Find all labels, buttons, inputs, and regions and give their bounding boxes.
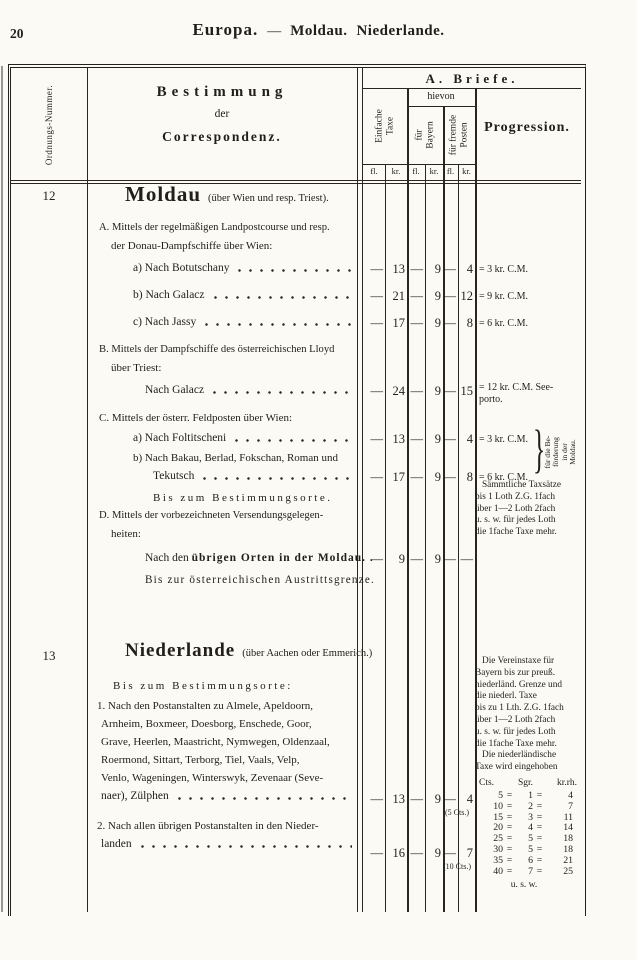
kr-unit-label: kr. <box>462 166 471 176</box>
progression-value: = 3 kr. C.M. <box>479 264 528 275</box>
running-head <box>0 20 637 40</box>
niederlande-subtitle: Bis zum Bestimmungsorte: <box>113 680 293 692</box>
dest-row-galacz-triest: Nach Galacz <box>145 384 355 396</box>
column-divider <box>362 68 363 912</box>
tariff-values-galacz-triest: — 24 — 9 — 15 <box>370 384 473 398</box>
header-rule <box>363 164 475 165</box>
fuer-bayern-header: für Bayern <box>414 121 435 149</box>
moldau-b-heading: B. Mittels der Dampfschiffe des österreichischen Lloyd <box>99 344 335 355</box>
conversion-table: 5 = 1 = 4 10 = 2 = 7 15 = 3 = 11 20 = 4 = 14 25 = 5 = 18 30 = 5 = 18 35 = 6 = 21 40 = 7 = 25 <box>493 790 573 877</box>
postanstalten-line: Grave, Heerlen, Maastricht, Nymwegen, Oldenzaal, <box>101 736 330 748</box>
kr-unit-label: kr. <box>391 166 401 176</box>
header-bottom-rule <box>11 180 581 181</box>
progression-value: = 3 kr. C.M. <box>479 434 528 445</box>
tariff-table <box>8 64 586 916</box>
conversion-table-footer: u. s. w. <box>510 880 538 890</box>
column-divider <box>407 88 409 912</box>
column-divider <box>87 68 88 912</box>
dest-row-uebrige-orte: Nach den übrigen Orten in der Moldau. . <box>145 552 374 564</box>
brace-glyph: } <box>533 421 546 479</box>
postanstalten-line: 1. Nach den Postanstalten zu Almele, Apeldoorn, <box>97 700 313 712</box>
niederlande-title: Niederlande <box>125 640 236 661</box>
progression-value: = 6 kr. C.M. <box>479 318 528 329</box>
dest-row-bakau-line1: b) Nach Bakau, Berlad, Fokschan, Roman und <box>133 452 338 464</box>
postanstalten-line: Roermond, Sittart, Terborg, Tiel, Vaals, Velp, <box>101 754 300 766</box>
tariff-values-foltitscheni: — 13 — 9 — 4 = 3 kr. C.M. <box>11 432 581 448</box>
tariff-values-botutschany: — 13 — 9 — 4 = 3 kr. C.M. <box>11 262 581 278</box>
dest-row-foltitscheni: a) Nach Foltitscheni <box>133 432 355 444</box>
conversion-table-header: Cts. Sgr. kr.rh. <box>479 778 577 788</box>
tariff-values-uebrige-orte: — 9 — 9 — — <box>370 552 473 566</box>
einfache-taxe-header: Einfache Taxe <box>374 109 395 143</box>
fl-unit-label: fl. <box>370 166 378 176</box>
postanstalten-last-line: naer), Zülphen <box>101 790 355 802</box>
progression-note-seeporto: = 12 kr. C.M. See- porto. <box>479 382 554 405</box>
running-head-moldau: Moldau. <box>290 23 348 39</box>
tariff-values-jassy: — 17 — 9 — 8 = 6 kr. C.M. <box>11 316 581 332</box>
moldau-b-heading-cont: über Triest: <box>111 362 162 374</box>
postanstalten-line: Arnheim, Boxmeer, Doesborg, Enschede, Goor, <box>101 718 312 730</box>
bestimmung-header: Bestimmung der Correspondenz. <box>156 84 288 144</box>
moldau-a-heading: A. Mittels der regelmäßigen Landpostcourse und resp. <box>99 222 330 233</box>
scan-edge-artifact <box>1 66 3 912</box>
dest-row-jassy: c) Nach Jassy <box>133 316 355 328</box>
moldau-title-note: (über Wien und resp. Triest). <box>208 193 329 204</box>
niederlande-row2-line2: landen <box>101 838 355 850</box>
moldau-d-footer: Bis zur österreichischen Austrittsgrenze. <box>145 574 376 586</box>
cts-subnote: (5 Cts.) <box>445 808 469 817</box>
progression-header: Progression. <box>484 120 570 135</box>
running-head-dash: — <box>267 24 282 39</box>
tariff-values-niederlande-1: — 13 — 9 — 4 <box>370 792 473 806</box>
fl-unit-label: fl. <box>412 166 420 176</box>
tariff-values-bakau: — 17 — 9 — 8 = 6 kr. C.M. <box>11 470 581 486</box>
progression-value: = 6 kr. C.M. <box>479 472 528 483</box>
postanstalten-line: Venlo, Wageningen, Winterswyk, Zevenaar (Seve- <box>101 772 324 784</box>
ordnungs-nummer-12: 12 <box>42 188 56 203</box>
kr-unit-label: kr. <box>429 166 439 176</box>
header-rule <box>363 88 581 89</box>
tariff-values-niederlande-2: — 16 — 9 — 7 <box>370 846 473 860</box>
moldau-c-heading: C. Mittels der österr. Feldposten über Wien: <box>99 412 293 424</box>
running-head-continent: Europa. <box>192 20 259 39</box>
ordnungs-nummer-header: Ordnungs-Nummer. <box>43 84 54 166</box>
fuer-fremde-posten-header: für fremde Posten <box>448 114 469 156</box>
progression-value: = 9 kr. C.M. <box>479 291 528 302</box>
moldau-title: Moldau <box>125 182 202 206</box>
ordnungs-nummer-13: 13 <box>42 648 56 663</box>
moldau-section-title <box>125 182 329 207</box>
header-rule <box>407 106 475 107</box>
tariff-values-galacz: — 21 — 9 — 12 = 9 kr. C.M. <box>11 289 581 305</box>
niederlande-row2-line1: 2. Nach allen übrigen Postanstalten in den Nieder- <box>97 820 319 832</box>
fl-unit-label: fl. <box>446 166 455 176</box>
margin-note-vereinstaxe: Die Vereinstaxe für Bayern bis zur preuß. niederländ. Grenze und die niederl. Taxe bis zu 1 Lth. Z.G. 1fach über 1—2 Loth 2fach u. s. w. für jedes Loth die 1fache Taxe mehr. Die niederländische Taxe wird eingehoben <box>475 656 564 773</box>
moldau-c-footer: Bis zum Bestimmungsorte. <box>153 492 333 504</box>
niederlande-title-note: (über Aachen oder Emmerich.) <box>242 648 373 659</box>
hievon-header: hievon <box>427 91 455 102</box>
briefe-header: A. Briefe. <box>425 71 519 86</box>
niederlande-section-title <box>125 640 372 662</box>
moldau-a-heading-cont: der Donau-Dampfschiffe über Wien: <box>111 240 273 252</box>
dest-row-galacz: b) Nach Galacz <box>133 289 355 301</box>
column-divider <box>357 68 358 912</box>
running-head-niederlande: Niederlande. <box>356 23 445 39</box>
margin-note-taxsaetze: Sämmtliche Taxsätze bis 1 Loth Z.G. 1fach über 1—2 Loth 2fach u. s. w. für jedes Loth die 1fache Taxe mehr. <box>475 480 561 538</box>
dest-row-bakau-line2: Tekutsch <box>153 470 355 482</box>
moldau-d-heading: D. Mittels der vorbezeichneten Versendungsgelegen- <box>99 510 324 521</box>
cts-subnote: (10 Cts.) <box>443 862 471 871</box>
brace-note-befoerderung: für die Be- förderung in der Moldau. <box>543 435 578 469</box>
page-number: 20 <box>10 26 24 41</box>
moldau-d-heading-cont: heiten: <box>111 528 141 540</box>
dest-row-botutschany: a) Nach Botutschany <box>133 262 355 274</box>
